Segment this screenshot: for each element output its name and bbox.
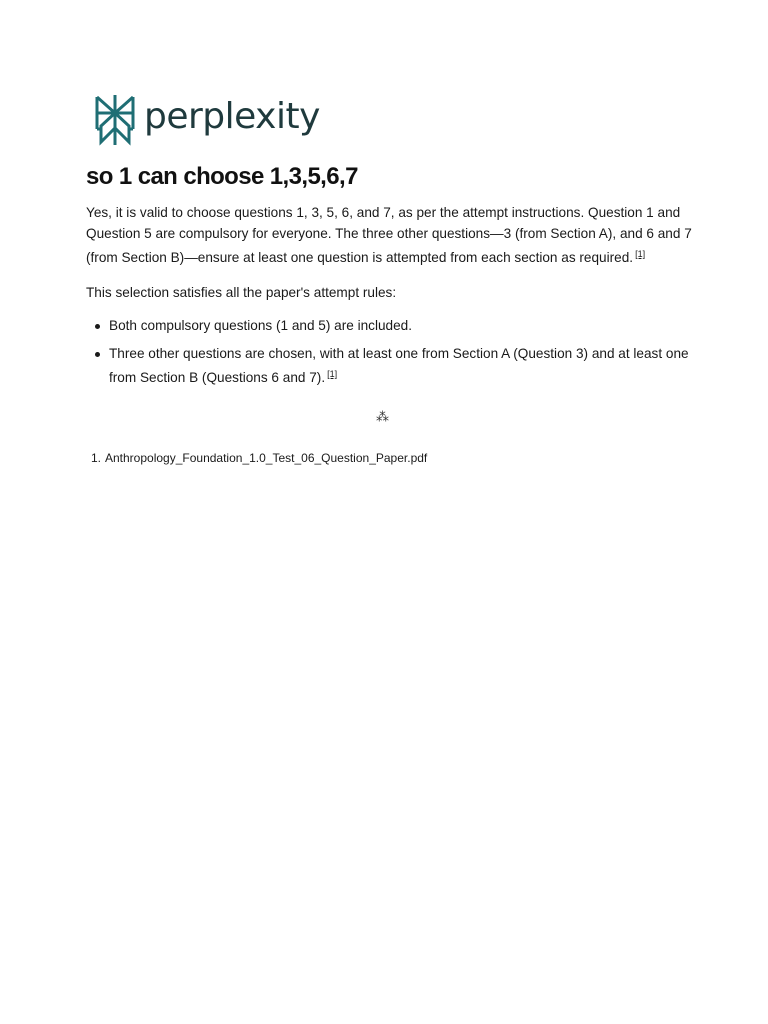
source-number: 1.: [90, 451, 101, 465]
answer-paragraph: [86, 203, 696, 269]
answer-body: [86, 203, 696, 396]
perplexity-logo-icon: [94, 94, 136, 146]
citation-link[interactable]: [1]: [635, 249, 646, 259]
perplexity-logo: [94, 94, 320, 146]
page-title: so 1 can choose 1,3,5,6,7: [86, 163, 358, 190]
list-item-text: Both compulsory questions (1 and 5) are included.: [109, 318, 413, 333]
bullet-dot: [95, 324, 100, 329]
source-name[interactable]: Anthropology_Foundation_1.0_Test_06_Question_Paper.pdf: [105, 451, 428, 465]
list-item: [86, 344, 696, 389]
answer-bullet-list: [86, 316, 696, 389]
logo-wordmark: perplexity: [144, 96, 320, 137]
bullet-dot: [95, 352, 100, 357]
source-item[interactable]: [86, 450, 427, 466]
answer-paragraph-text: Yes, it is valid to choose questions 1, 3, 5, 6, and 7, as per the attempt instructions. Question 1 and Question 5 are compulsory for everyone. The three other questions—3 (from Section A), and 6 and 7 (from Section B)—ensure at least one question is attempted from each section as required.: [86, 205, 692, 265]
answer-intro: This selection satisfies all the paper's attempt rules:: [86, 284, 397, 300]
list-item: [86, 316, 696, 337]
section-divider: ⁂: [376, 409, 389, 424]
sources-list: [86, 450, 427, 466]
citation-link[interactable]: [1]: [327, 369, 338, 379]
list-item-text: Three other questions are chosen, with at least one from Section A (Question 3) and at least one from Section B (Questions 6 and 7).: [109, 345, 689, 385]
